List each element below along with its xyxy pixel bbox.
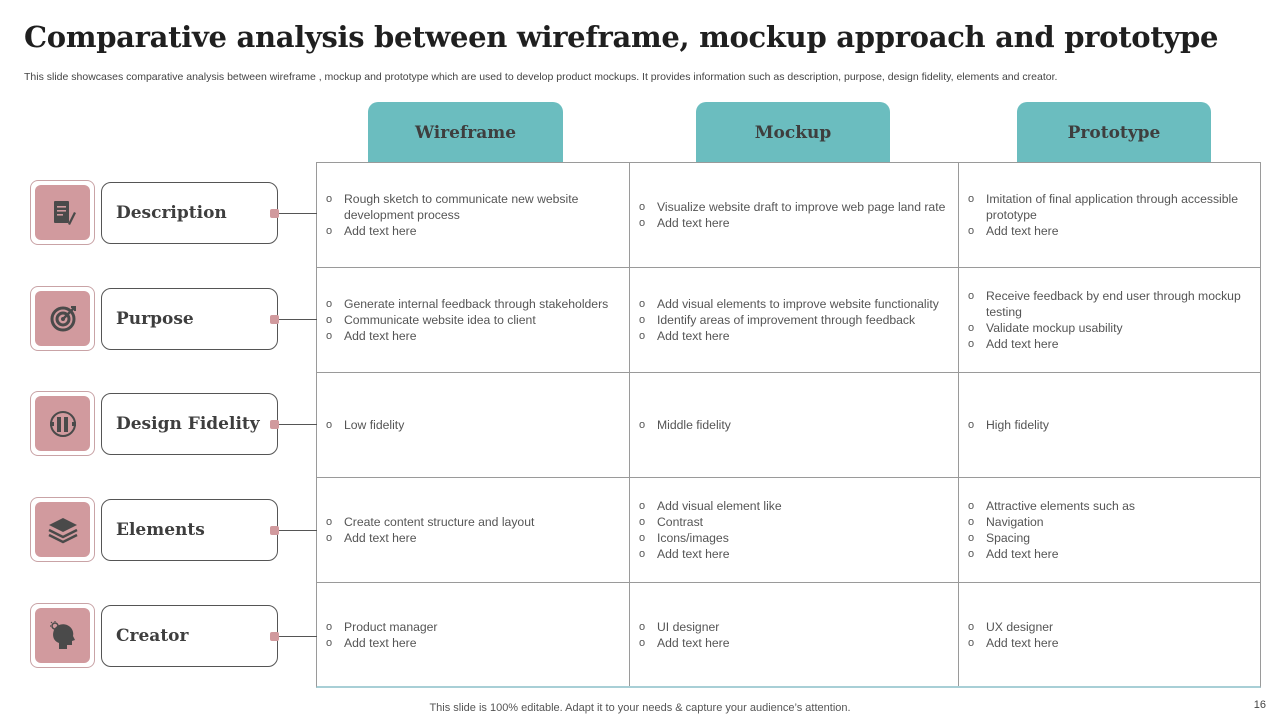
table-cell [639,583,949,687]
bullet-list [968,619,1250,651]
bullet-item: o Add text here [639,328,949,344]
bullet-item: o Icons/images [639,530,949,546]
bullet-item: o Add text here [326,530,616,546]
table-cell [639,478,949,582]
connector-dot [270,632,279,641]
bullet-item: o Contrast [639,514,949,530]
row-icon-frame [30,497,95,562]
row-connector [278,530,317,531]
design-tools-icon [35,396,90,451]
table-cell [968,583,1250,687]
bullet-item: o Add text here [639,635,949,651]
bullet-list [968,191,1250,239]
bullet-item: o Rough sketch to communicate new website development process [326,191,616,223]
column-header-mockup: Mockup [696,102,890,163]
row-label-elements: Elements [101,499,278,561]
bullet-item: o Add text here [968,336,1250,352]
bullet-list [639,417,949,433]
bullet-item: o Generate internal feedback through stakeholders [326,296,616,312]
connector-dot [270,209,279,218]
row-label-purpose: Purpose [101,288,278,350]
row-connector [278,213,317,214]
row-icon-frame [30,180,95,245]
bullet-list [639,619,949,651]
bullet-list [326,619,616,651]
target-icon [35,291,90,346]
slide-subtitle: This slide showcases comparative analysis between wireframe , mockup and prototype which are used to develop product mockups. It provides information such as description, purpose, design fidelity, elements and creator. [24,71,1058,83]
bullet-item: o Add text here [968,223,1250,239]
bullet-item: o Imitation of final application through accessible prototype [968,191,1250,223]
row-connector [278,319,317,320]
column-divider [958,163,959,686]
table-cell [326,478,616,582]
bullet-item: o Add text here [326,223,616,239]
row-icon-frame [30,286,95,351]
bullet-item: o Receive feedback by end user through mockup testing [968,288,1250,320]
table-cell [639,373,949,477]
bullet-list [326,417,616,433]
row-connector [278,424,317,425]
bullet-item: o Visualize website draft to improve web page land rate [639,199,949,215]
connector-dot [270,526,279,535]
row-label-description: Description [101,182,278,244]
bullet-item: o Add text here [968,635,1250,651]
table-cell [326,163,616,267]
table-cell [639,268,949,372]
bullet-item: o Add text here [968,546,1250,562]
table-cell [968,373,1250,477]
bullet-item: o Add text here [639,546,949,562]
table-cell [326,268,616,372]
bullet-list [639,296,949,344]
bullet-item: o Communicate website idea to client [326,312,616,328]
table-cell [968,163,1250,267]
bullet-list [639,199,949,231]
table-cell [326,583,616,687]
document-pen-icon [35,185,90,240]
row-icon-frame [30,603,95,668]
bullet-item: o High fidelity [968,417,1250,433]
bullet-item: o Identify areas of improvement through feedback [639,312,949,328]
bullet-item: o Validate mockup usability [968,320,1250,336]
table-cell [639,163,949,267]
bullet-item: o Middle fidelity [639,417,949,433]
connector-dot [270,420,279,429]
bullet-list [968,498,1250,562]
bullet-item: o Navigation [968,514,1250,530]
head-idea-icon [35,608,90,663]
bullet-item: o Attractive elements such as [968,498,1250,514]
bullet-list [326,296,616,344]
bullet-item: o UX designer [968,619,1250,635]
bullet-item: o Add text here [326,635,616,651]
page-number: 16 [1253,699,1266,711]
bullet-list [326,514,616,546]
slide-title: Comparative analysis between wireframe, mockup approach and prototype [24,20,1219,54]
connector-dot [270,315,279,324]
bullet-item: o Low fidelity [326,417,616,433]
table-cell [968,268,1250,372]
bullet-item: o Add text here [326,328,616,344]
table-cell [968,478,1250,582]
bullet-item: o Create content structure and layout [326,514,616,530]
bullet-list [326,191,616,239]
bullet-item: o UI designer [639,619,949,635]
bullet-list [639,498,949,562]
table-cell [326,373,616,477]
bullet-item: o Add visual element like [639,498,949,514]
bullet-item: o Spacing [968,530,1250,546]
column-divider [629,163,630,686]
bullet-item: o Add text here [639,215,949,231]
row-icon-frame [30,391,95,456]
row-label-design-fidelity: Design Fidelity [101,393,278,455]
row-connector [278,636,317,637]
column-header-prototype: Prototype [1017,102,1211,163]
layers-icon [35,502,90,557]
bullet-list [968,417,1250,433]
row-label-creator: Creator [101,605,278,667]
footer-note: This slide is 100% editable. Adapt it to your needs & capture your audience’s attention. [429,702,851,714]
bullet-item: o Product manager [326,619,616,635]
column-header-wireframe: Wireframe [368,102,563,163]
bullet-item: o Add visual elements to improve website functionality [639,296,949,312]
bullet-list [968,288,1250,352]
